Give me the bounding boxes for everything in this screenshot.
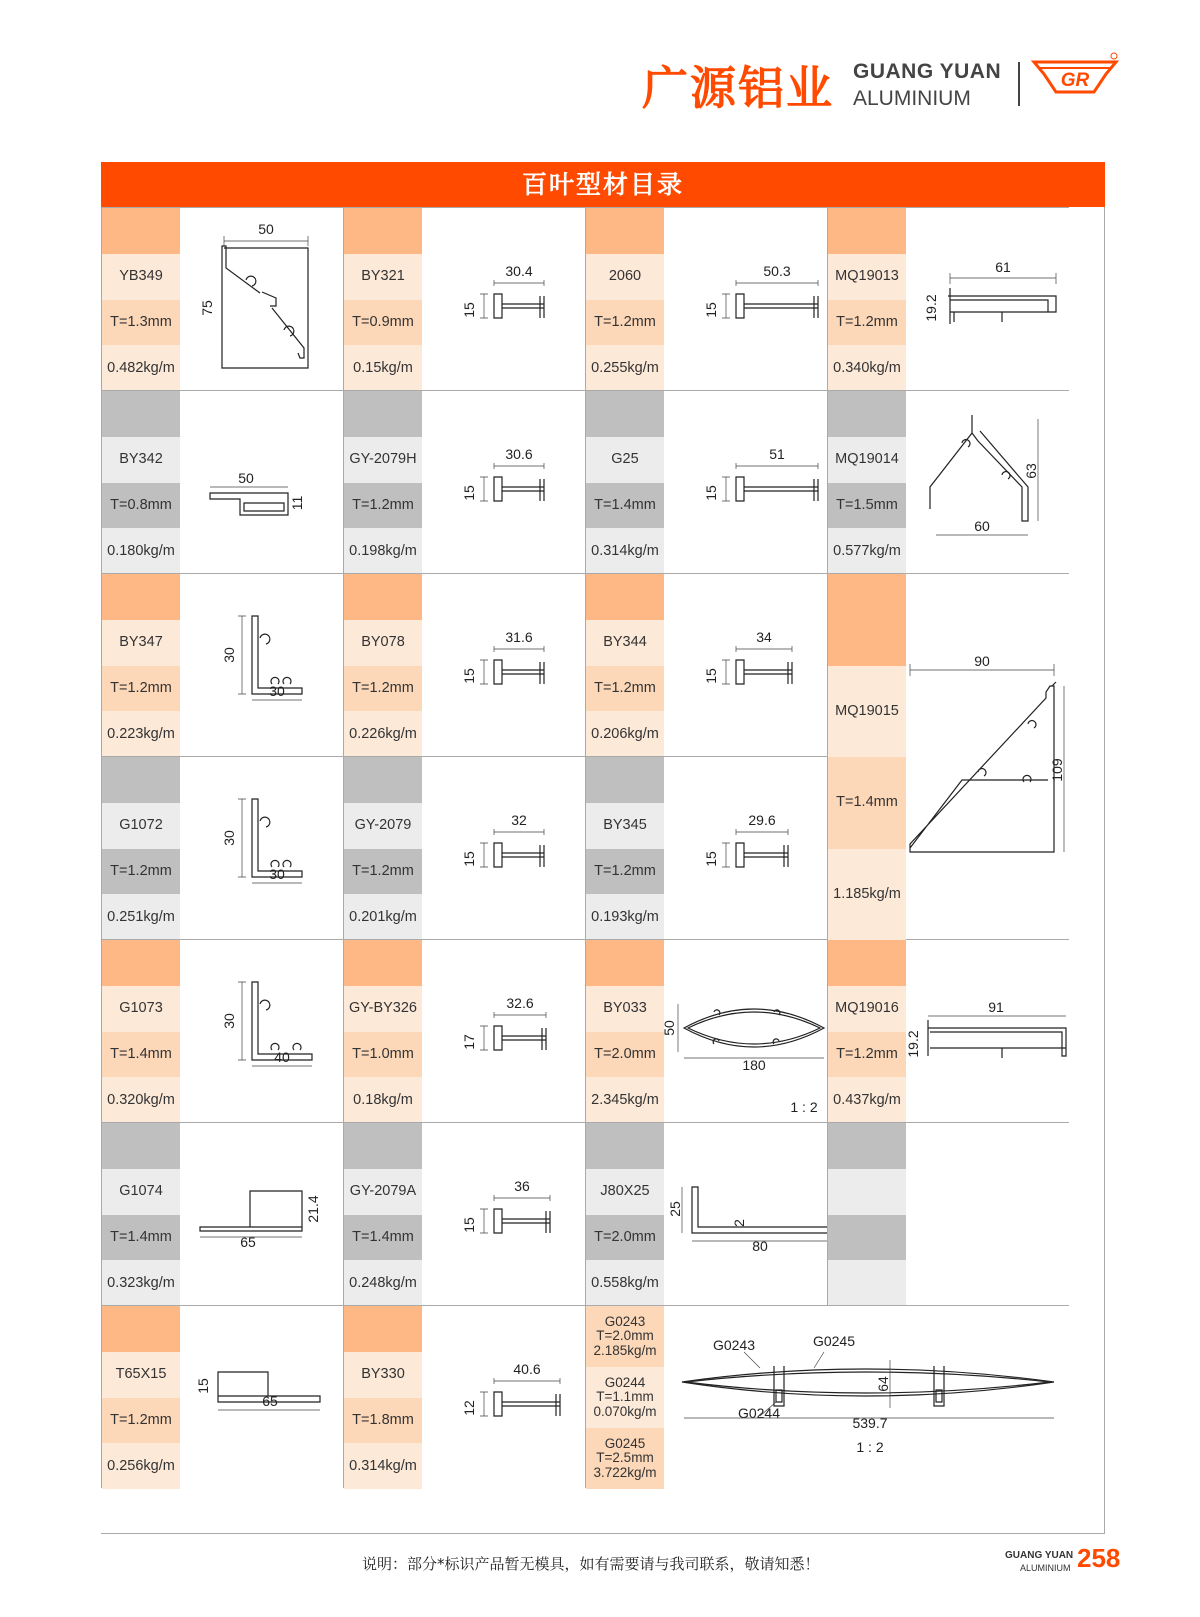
profile-cell (585, 390, 827, 573)
profile-cell (101, 1305, 343, 1488)
label-band (828, 1169, 906, 1215)
profile-code: GY-2079H (344, 437, 422, 483)
profile-thickness: T=1.2mm (586, 849, 664, 895)
profile-code: MQ19016 (828, 986, 906, 1032)
profile-drawing (906, 391, 1070, 574)
profile-cell (101, 573, 343, 756)
profile-code: 2060 (586, 254, 664, 300)
profile-code: GY-2079 (344, 803, 422, 849)
profile-cell (101, 207, 343, 390)
combo-part-weight: 0.070kg/m (593, 1403, 657, 1419)
profile-thickness: T=1.2mm (344, 666, 422, 712)
profile-weight: 0.193kg/m (586, 894, 664, 940)
combo-part-code: G0244 (604, 1375, 646, 1391)
footer-brand-2: ALUMINIUM (1020, 1563, 1071, 1573)
combo-part-code: G0243 (604, 1314, 646, 1330)
label-header-band (586, 940, 664, 986)
profile-thickness: T=0.8mm (102, 483, 180, 529)
dimension-label: 51 (769, 446, 785, 462)
brand-separator (1018, 62, 1020, 106)
profile-cell (585, 207, 827, 390)
label-header-band (828, 1123, 906, 1169)
brand-logo (1030, 52, 1120, 108)
profile-thickness: T=1.4mm (586, 483, 664, 529)
profile-drawing (661, 940, 828, 1123)
profile-code: GY-BY326 (344, 986, 422, 1032)
dimension-label: 180 (742, 1057, 766, 1073)
profile-weight: 0.201kg/m (344, 894, 422, 940)
profile-thickness: T=1.2mm (102, 666, 180, 712)
dimension-label: 34 (756, 629, 772, 645)
profile-code: GY-2079A (344, 1169, 422, 1215)
profile-cell (101, 756, 343, 939)
label-header-band (102, 940, 180, 986)
profile-code: BY078 (344, 620, 422, 666)
dimension-label: 31.6 (505, 629, 533, 645)
profile-drawing (664, 391, 828, 574)
profile-drawing (180, 757, 344, 940)
label-header-band (102, 391, 180, 437)
dimension-label: 19.2 (923, 294, 939, 322)
combo-part-label (586, 1306, 664, 1367)
profile-thickness: T=1.4mm (102, 1032, 180, 1078)
profile-thickness: T=1.0mm (344, 1032, 422, 1078)
profile-drawing (906, 940, 1070, 1123)
profile-weight: 0.223kg/m (102, 711, 180, 757)
profile-thickness: T=1.2mm (586, 666, 664, 712)
dimension-label: 63 (1023, 463, 1039, 479)
profile-cell (585, 939, 827, 1122)
profile-thickness: T=0.9mm (344, 300, 422, 346)
profile-drawing (180, 391, 344, 574)
combo-callout: G0244 (737, 1405, 781, 1421)
dimension-label: 30 (221, 1013, 237, 1029)
combo-callout: G0245 (812, 1333, 856, 1349)
label-header-band (344, 757, 422, 803)
profile-drawing (180, 208, 344, 391)
profile-drawing (422, 940, 586, 1123)
profile-thickness: T=1.2mm (344, 849, 422, 895)
profile-cell (827, 207, 1069, 390)
dimension-label: 90 (974, 653, 990, 669)
profile-drawing (422, 208, 586, 391)
combo-part-thickness: T=2.0mm (596, 1328, 654, 1344)
profile-drawing (664, 574, 828, 757)
dimension-label: 30 (269, 866, 285, 882)
profile-drawing (422, 757, 586, 940)
profile-weight: 0.577kg/m (828, 528, 906, 574)
label-header-band (344, 1306, 422, 1352)
profile-drawing (664, 208, 828, 391)
combo-cell (585, 1305, 1069, 1488)
profile-thickness: T=1.4mm (828, 757, 906, 849)
label-header-band (586, 391, 664, 437)
footer-note: 说明：部分*标识产品暂无模具，如有需要请与我司联系，敬请知悉！ (362, 1555, 820, 1573)
profile-code: BY330 (344, 1352, 422, 1398)
profile-weight: 0.248kg/m (344, 1260, 422, 1306)
page-number: 258 (1077, 1543, 1121, 1573)
dimension-label: 30.4 (505, 263, 533, 279)
profile-weight: 0.320kg/m (102, 1077, 180, 1123)
profile-weight: 0.255kg/m (586, 345, 664, 391)
dimension-label: 539.7 (852, 1415, 888, 1431)
profile-drawing (422, 574, 586, 757)
profile-code: BY342 (102, 437, 180, 483)
dimension-label: 30.6 (505, 446, 533, 462)
label-header-band (828, 940, 906, 986)
combo-part-thickness: T=2.5mm (596, 1450, 654, 1466)
label-header-band (344, 391, 422, 437)
label-header-band (586, 1123, 664, 1169)
label-header-band (828, 574, 906, 666)
profile-cell (343, 1305, 585, 1488)
dimension-label: 50 (238, 470, 254, 486)
dimension-label: 91 (988, 999, 1004, 1015)
profile-weight: 0.340kg/m (828, 345, 906, 391)
dimension-label: 2 (731, 1219, 747, 1227)
profile-code: G25 (586, 437, 664, 483)
label-header-band (586, 574, 664, 620)
combo-part-weight: 3.722kg/m (593, 1464, 657, 1480)
profile-weight: 0.206kg/m (586, 711, 664, 757)
profile-thickness: T=1.2mm (344, 483, 422, 529)
profile-drawing (664, 757, 828, 940)
scale-label: 1 : 2 (790, 1099, 818, 1115)
combo-part-thickness: T=1.1mm (596, 1389, 654, 1405)
brand-name-en-1: GUANG YUAN (853, 60, 1002, 83)
dimension-label: 64 (875, 1376, 891, 1392)
profile-cell (101, 390, 343, 573)
page-header (0, 0, 1200, 150)
dimension-label: 32 (511, 812, 527, 828)
dimension-label: 15 (461, 1217, 477, 1233)
profile-code: BY033 (586, 986, 664, 1032)
profile-cell-large (827, 573, 1069, 939)
empty-cell (827, 1122, 1069, 1305)
profile-thickness: T=1.3mm (102, 300, 180, 346)
profile-code: J80X25 (586, 1169, 664, 1215)
dimension-label: 40.6 (513, 1361, 541, 1377)
label-header-band (344, 574, 422, 620)
profile-weight: 0.226kg/m (344, 711, 422, 757)
profile-drawing (180, 1306, 344, 1489)
profile-thickness: T=1.2mm (102, 849, 180, 895)
profile-weight: 0.251kg/m (102, 894, 180, 940)
profile-thickness: T=2.0mm (586, 1215, 664, 1261)
brand-name-cn: 广源铝业 (642, 61, 834, 115)
profile-thickness: T=1.4mm (344, 1215, 422, 1261)
brand-name-en-2: ALUMINIUM (853, 87, 971, 110)
profile-weight: 0.558kg/m (586, 1260, 664, 1306)
profile-code: T65X15 (102, 1352, 180, 1398)
combo-part-label (586, 1367, 664, 1428)
profile-drawing (180, 574, 344, 757)
profile-cell (827, 390, 1069, 573)
profile-code: MQ19015 (828, 666, 906, 758)
profile-cell (343, 390, 585, 573)
profile-code: BY347 (102, 620, 180, 666)
dimension-label: 11 (289, 495, 305, 511)
profile-cell (585, 1122, 827, 1305)
label-header-band (344, 208, 422, 254)
profile-code: MQ19013 (828, 254, 906, 300)
profile-weight: 0.18kg/m (344, 1077, 422, 1123)
dimension-label: 15 (461, 668, 477, 684)
dimension-label: 15 (703, 851, 719, 867)
profile-code: MQ19014 (828, 437, 906, 483)
dimension-label: 19.2 (905, 1030, 921, 1058)
profile-thickness: T=1.2mm (828, 300, 906, 346)
combo-part-weight: 2.185kg/m (593, 1342, 657, 1358)
dimension-label: 21.4 (305, 1195, 321, 1223)
label-header-band (586, 208, 664, 254)
profile-drawing (422, 391, 586, 574)
combo-part-code: G0245 (604, 1436, 646, 1452)
dimension-label: 50 (258, 221, 274, 237)
profile-cell (343, 756, 585, 939)
profile-thickness: T=1.8mm (344, 1398, 422, 1444)
dimension-label: 17 (461, 1034, 477, 1050)
dimension-label: 36 (514, 1178, 530, 1194)
profile-weight: 0.198kg/m (344, 528, 422, 574)
dimension-label: 15 (195, 1378, 211, 1394)
profile-cell (343, 207, 585, 390)
label-header-band (586, 757, 664, 803)
dimension-label: 30 (221, 647, 237, 663)
profile-drawing (422, 1123, 586, 1306)
profile-cell (101, 1122, 343, 1305)
combo-drawing (664, 1306, 1070, 1489)
dimension-label: 65 (240, 1234, 256, 1250)
profile-code: BY321 (344, 254, 422, 300)
label-header-band (102, 757, 180, 803)
profile-code: YB349 (102, 254, 180, 300)
profile-weight: 0.314kg/m (586, 528, 664, 574)
label-header-band (828, 208, 906, 254)
profile-drawing (906, 208, 1070, 391)
profile-drawing (664, 1123, 828, 1306)
logo-mark: GR (1060, 70, 1090, 91)
scale-label: 1 : 2 (856, 1439, 884, 1455)
dimension-label: 32.6 (506, 995, 534, 1011)
profile-weight: 0.256kg/m (102, 1443, 180, 1489)
profile-cell (827, 939, 1069, 1122)
profile-grid (101, 207, 1105, 1534)
profile-drawing (422, 1306, 586, 1489)
label-header-band (102, 574, 180, 620)
profile-weight: 0.437kg/m (828, 1077, 906, 1123)
combo-callout: G0243 (712, 1337, 756, 1353)
dimension-label: 25 (667, 1201, 683, 1217)
dimension-label: 40 (274, 1049, 290, 1065)
profile-thickness: T=1.2mm (586, 300, 664, 346)
label-header-band (102, 208, 180, 254)
dimension-label: 50.3 (763, 263, 791, 279)
dimension-label: 50 (661, 1020, 677, 1036)
label-header-band (102, 1306, 180, 1352)
profile-cell (343, 939, 585, 1122)
profile-weight: 0.482kg/m (102, 345, 180, 391)
profile-weight: 2.345kg/m (586, 1077, 664, 1123)
profile-code: BY345 (586, 803, 664, 849)
profile-cell (343, 573, 585, 756)
profile-drawing (906, 574, 1070, 940)
label-band (828, 1215, 906, 1261)
dimension-label: 15 (703, 302, 719, 318)
profile-code: G1073 (102, 986, 180, 1032)
dimension-label: 109 (1049, 758, 1065, 782)
dimension-label: 15 (703, 485, 719, 501)
profile-thickness: T=1.5mm (828, 483, 906, 529)
profile-code: G1072 (102, 803, 180, 849)
profile-weight: 0.15kg/m (344, 345, 422, 391)
label-header-band (344, 940, 422, 986)
dimension-label: 15 (461, 485, 477, 501)
profile-cell (585, 573, 827, 756)
dimension-label: 80 (752, 1238, 768, 1254)
profile-weight: 0.314kg/m (344, 1443, 422, 1489)
label-header-band (102, 1123, 180, 1169)
profile-code: BY344 (586, 620, 664, 666)
profile-thickness: T=1.2mm (828, 1032, 906, 1078)
dimension-label: 29.6 (748, 812, 776, 828)
dimension-label: 60 (974, 518, 990, 534)
dimension-label: 65 (262, 1393, 278, 1409)
profile-code: G1074 (102, 1169, 180, 1215)
dimension-label: 12 (461, 1400, 477, 1416)
profile-thickness: T=2.0mm (586, 1032, 664, 1078)
dimension-label: 15 (703, 668, 719, 684)
dimension-label: 15 (461, 302, 477, 318)
label-header-band (828, 391, 906, 437)
profile-weight: 0.323kg/m (102, 1260, 180, 1306)
combo-part-label (586, 1428, 664, 1489)
label-header-band (344, 1123, 422, 1169)
catalog-title: 百叶型材目录 (101, 162, 1105, 207)
profile-cell (343, 1122, 585, 1305)
profile-weight: 0.180kg/m (102, 528, 180, 574)
dimension-label: 61 (995, 259, 1011, 275)
dimension-label: 30 (269, 683, 285, 699)
profile-drawing (180, 940, 344, 1123)
dimension-label: 75 (199, 300, 215, 316)
dimension-label: 30 (221, 830, 237, 846)
footer-brand-1: GUANG YUAN (1005, 1550, 1074, 1561)
profile-cell (101, 939, 343, 1122)
label-band (828, 1260, 906, 1306)
profile-thickness: T=1.4mm (102, 1215, 180, 1261)
profile-cell (585, 756, 827, 939)
profile-drawing (180, 1123, 344, 1306)
profile-weight: 1.185kg/m (828, 849, 906, 941)
dimension-label: 15 (461, 851, 477, 867)
profile-thickness: T=1.2mm (102, 1398, 180, 1444)
